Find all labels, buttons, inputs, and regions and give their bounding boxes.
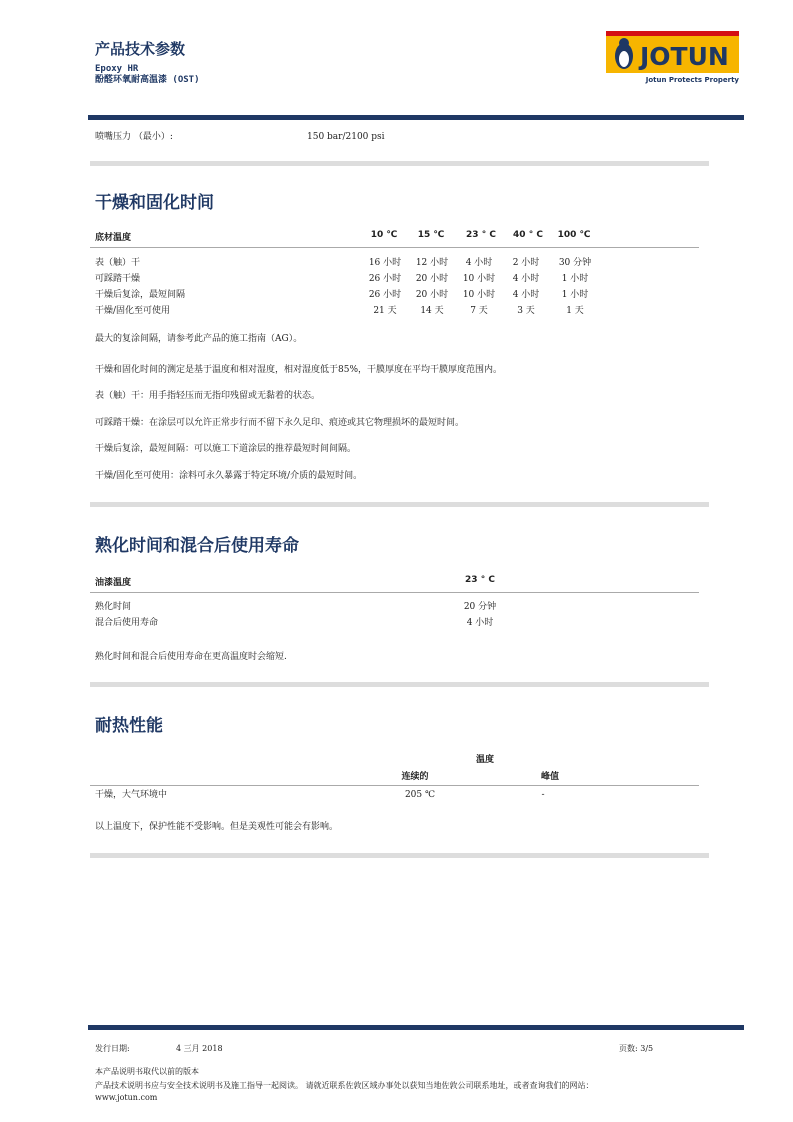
drying-note: 干燥后复涂，最短间隔：可以施工下道涂层的推荐最短时间间隔。 xyxy=(95,444,357,454)
table-cell: 30 分钟 xyxy=(558,258,592,268)
table-cell: 1 小时 xyxy=(561,274,589,284)
table-row-label: 干燥后复涂，最短间隔 xyxy=(95,290,186,300)
logo-text: JOTUN xyxy=(640,42,729,71)
temp-header: 100 ℃ xyxy=(557,230,591,240)
section-divider xyxy=(90,161,709,166)
table-cell: 4 小时 xyxy=(512,274,540,284)
drying-note: 最大的复涂间隔，请参考此产品的施工指南（AG）。 xyxy=(95,334,303,344)
header-rule xyxy=(88,115,744,120)
temp-header: 15 ℃ xyxy=(417,230,445,240)
potlife-section-title: 熟化时间和混合后使用寿命 xyxy=(95,536,299,556)
table-row-label: 可踩踏干燥 xyxy=(95,274,141,284)
section-divider xyxy=(90,502,709,507)
table-cell: 14 天 xyxy=(420,306,444,316)
table-cell: 12 小时 xyxy=(415,258,449,268)
website-link[interactable]: www.jotun.com xyxy=(95,1093,158,1102)
issue-date-label: 发行日期: xyxy=(95,1044,130,1053)
drying-note: 干燥和固化时间的测定是基于温度和相对湿度，相对湿度低于85%，干膜厚度在平均干膜厚度范围内。 xyxy=(95,365,503,375)
table-cell: 4 小时 xyxy=(465,258,493,268)
page-number: 页数: 3/5 xyxy=(619,1044,654,1053)
table-row-label: 熟化时间 xyxy=(95,602,132,612)
table-cell: 3 天 xyxy=(517,306,535,316)
footer-line: 本产品说明书取代以前的版本 xyxy=(95,1067,199,1076)
jotun-logo xyxy=(606,31,739,73)
drying-note: 表（触）干：用手指轻压而无指印残留或无黏着的状态。 xyxy=(95,391,321,401)
table-row-label: 干燥，大气环境中 xyxy=(95,790,168,800)
footer-rule xyxy=(88,1025,744,1030)
table-cell: 26 小时 xyxy=(368,290,402,300)
table-cell: 205 ℃ xyxy=(404,790,436,800)
table-cell: 26 小时 xyxy=(368,274,402,284)
table-rule xyxy=(90,785,699,786)
table-row-label: 表（触）干 xyxy=(95,258,141,268)
table-cell: 10 小时 xyxy=(462,274,496,284)
table-cell: - xyxy=(541,790,545,800)
table-cell: 21 天 xyxy=(373,306,397,316)
drying-note: 干燥/固化至可使用：涂料可永久暴露于特定环境/介质的最短时间。 xyxy=(95,471,363,481)
drying-note: 可踩踏干燥：在涂层可以允许正常步行而不留下永久足印、痕迹或其它物理损坏的最短时间。 xyxy=(95,418,465,428)
drying-section-title: 干燥和固化时间 xyxy=(95,193,214,213)
potlife-col-header: 油漆温度 xyxy=(95,578,132,588)
footer-line: 产品技术说明书应与安全技术说明书及施工指导一起阅读。 请就近联系佐敦区域办事处以获知当地佐敦公司联系地址，或者查询我们的网站： xyxy=(95,1081,594,1090)
heat-note: 以上温度下，保护性能不受影响。但是美观性可能会有影响。 xyxy=(95,822,339,832)
table-cell: 20 小时 xyxy=(415,290,449,300)
table-cell: 7 天 xyxy=(470,306,488,316)
potlife-note: 熟化时间和混合后使用寿命在更高温度时会缩短. xyxy=(95,652,287,662)
heat-col-continuous: 连续的 xyxy=(401,772,429,782)
doc-title: 产品技术参数 xyxy=(95,40,186,58)
table-cell: 1 小时 xyxy=(561,290,589,300)
table-cell: 4 小时 xyxy=(466,618,494,628)
product-name-line2: 酚醛环氧耐高温漆 (OST) xyxy=(95,75,200,85)
nozzle-label: 喷嘴压力 （最小）: xyxy=(95,132,173,142)
temp-header: 40 ° C xyxy=(513,230,543,240)
table-cell: 4 小时 xyxy=(512,290,540,300)
temp-header: 10 ℃ xyxy=(370,230,398,240)
table-rule xyxy=(90,592,699,593)
drying-col-header: 底材温度 xyxy=(95,233,132,243)
heat-group-header: 温度 xyxy=(475,755,494,765)
section-divider xyxy=(90,682,709,687)
temp-header: 23 ° C xyxy=(466,230,496,240)
table-cell: 20 小时 xyxy=(415,274,449,284)
product-name-line1: Epoxy HR xyxy=(95,64,139,74)
table-cell: 1 天 xyxy=(566,306,584,316)
heat-section-title: 耐热性能 xyxy=(95,716,163,736)
table-rule xyxy=(90,247,699,248)
table-cell: 16 小时 xyxy=(368,258,402,268)
table-cell: 10 小时 xyxy=(462,290,496,300)
product-name xyxy=(95,64,200,86)
table-row-label: 干燥/固化至可使用 xyxy=(95,306,171,316)
table-cell: 2 小时 xyxy=(512,258,540,268)
heat-col-peak: 峰值 xyxy=(540,772,559,782)
potlife-temp-header: 23 ° C xyxy=(465,575,495,585)
table-row-label: 混合后使用寿命 xyxy=(95,618,159,628)
nozzle-value: 150 bar/2100 psi xyxy=(307,132,385,142)
section-divider xyxy=(90,853,709,858)
table-cell: 20 分钟 xyxy=(463,602,497,612)
tagline: Jotun Protects Property xyxy=(645,76,739,84)
issue-date-value: 4 三月 2018 xyxy=(176,1044,223,1053)
